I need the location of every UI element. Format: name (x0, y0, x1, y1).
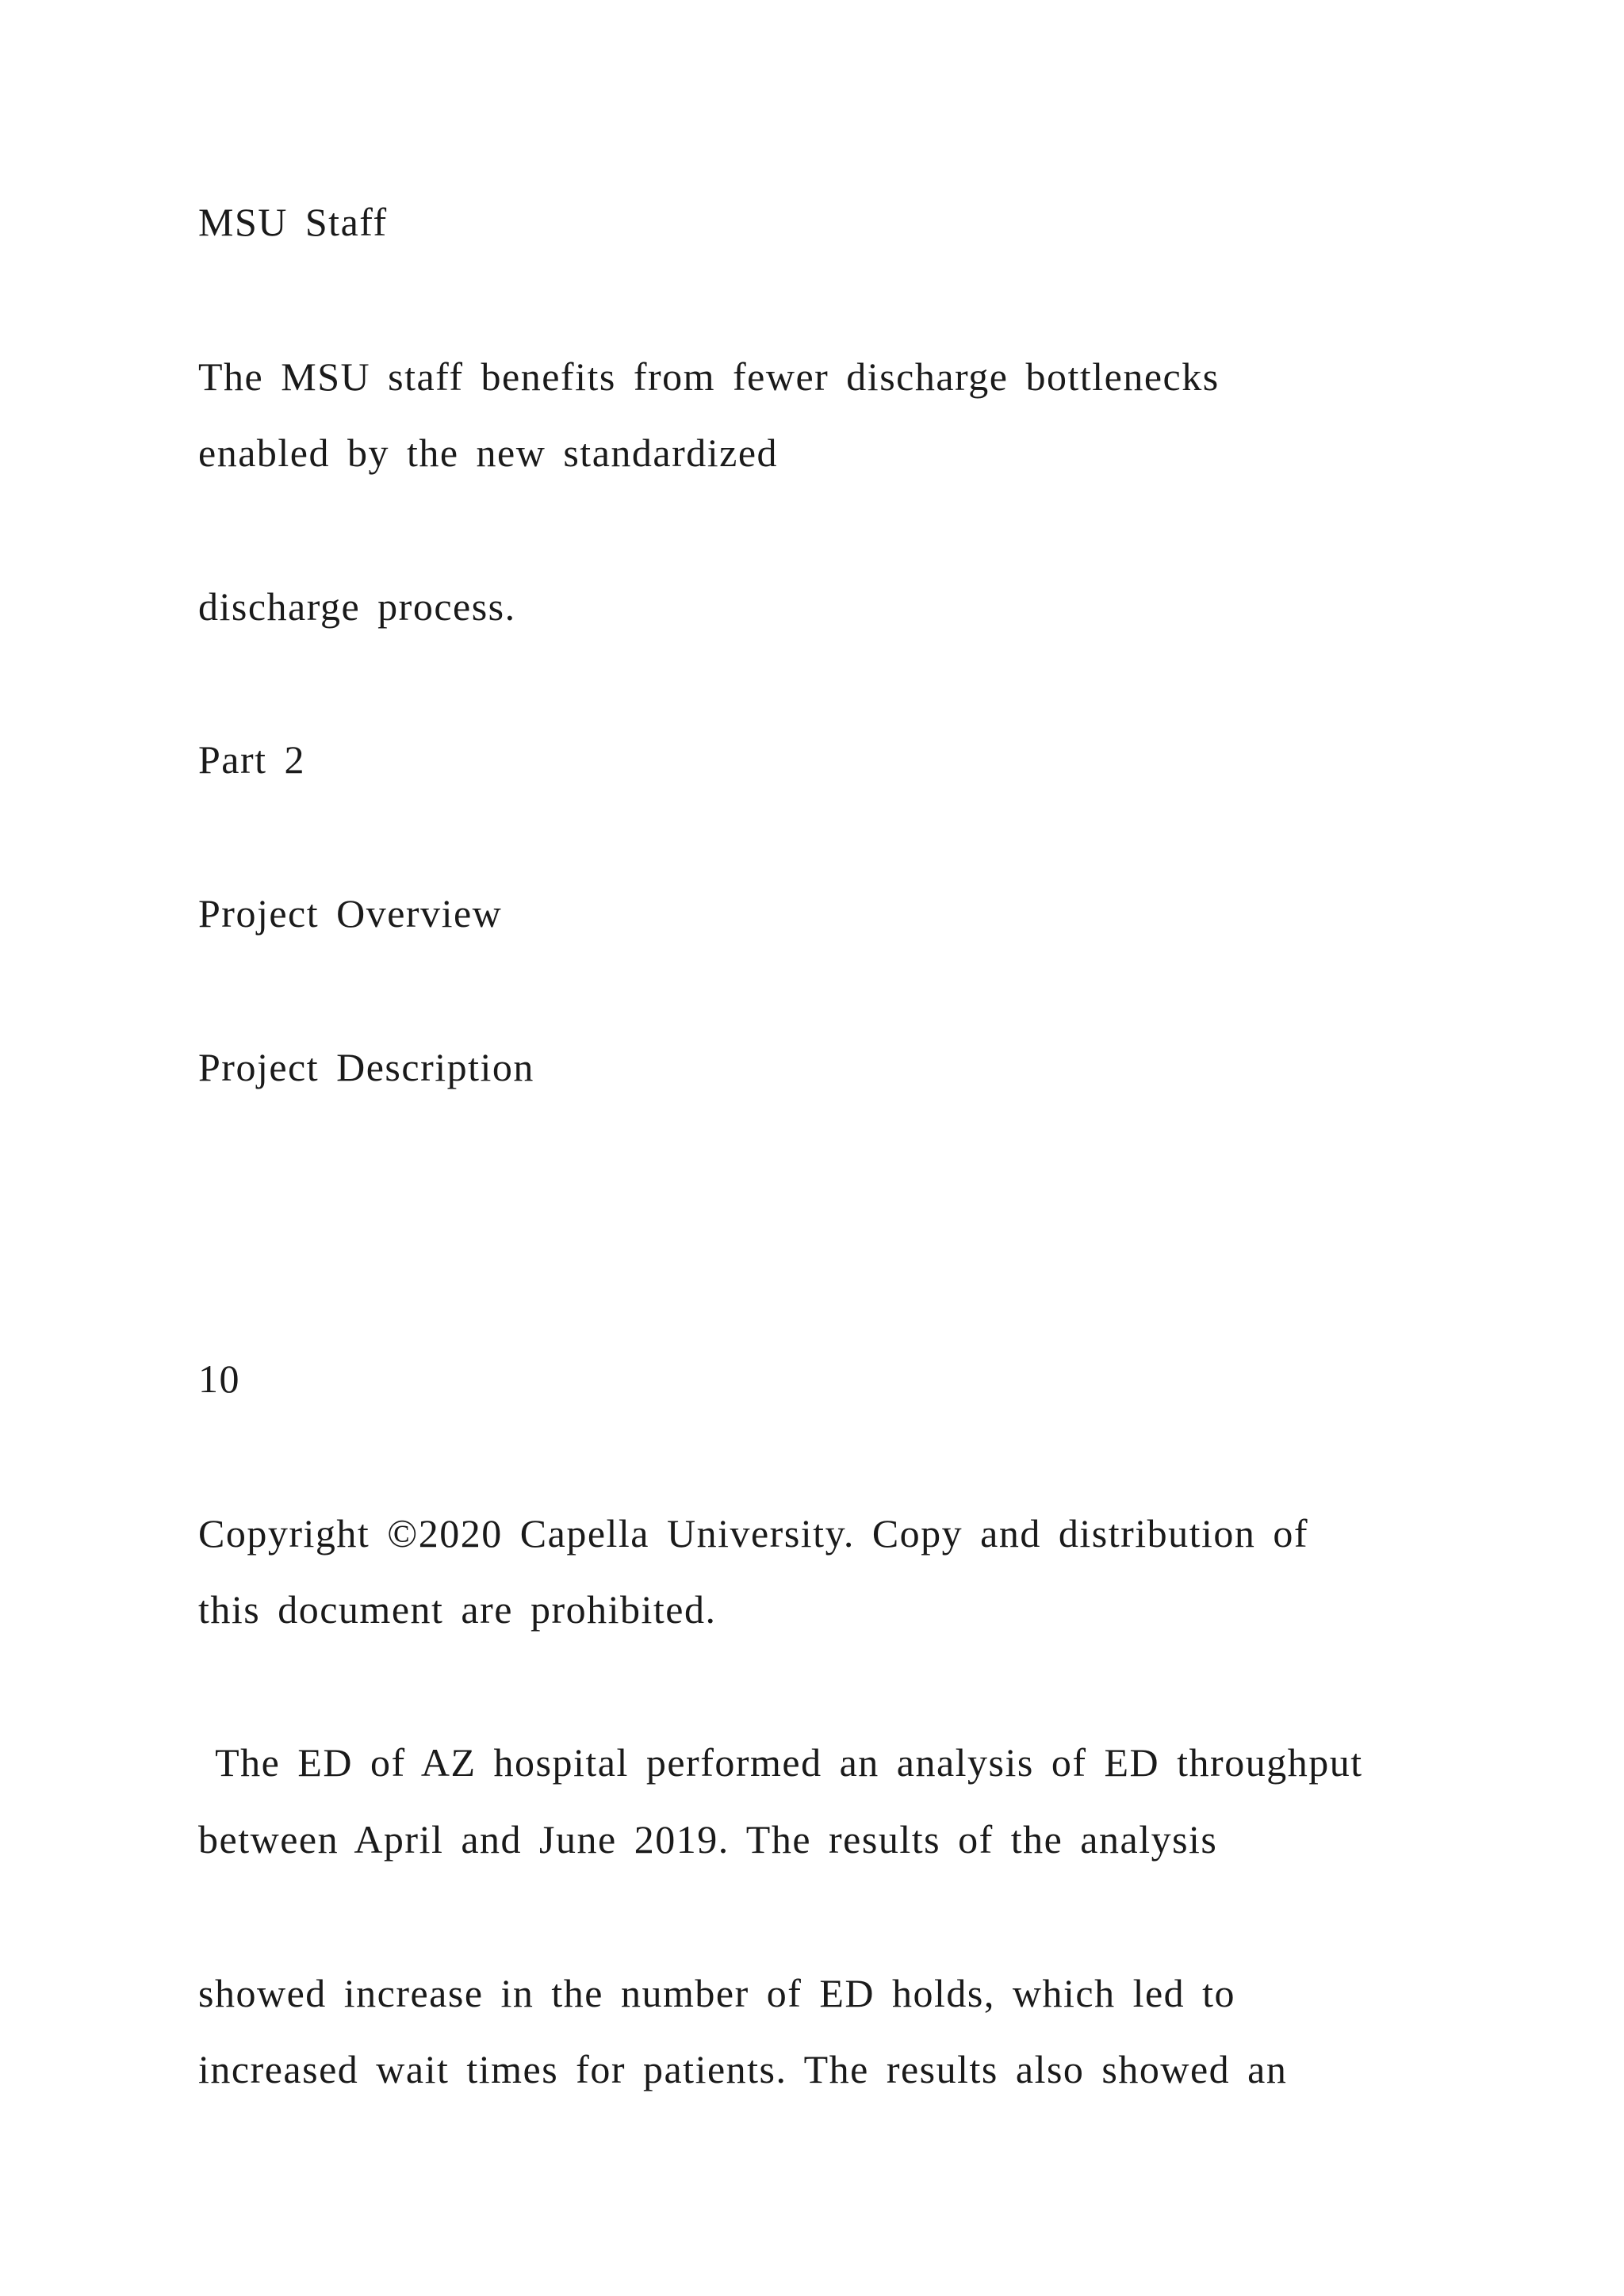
paragraph-line: The ED of AZ hospital performed an analysis of ED throughput (198, 1740, 1363, 1785)
page-number: 10 (198, 1357, 240, 1401)
project-overview-heading: Project Overview (198, 891, 503, 936)
part-heading: Part 2 (198, 737, 306, 782)
paragraph-line: discharge process. (198, 584, 516, 629)
paragraph-line: increased wait times for patients. The results also showed an (198, 2047, 1288, 2091)
copyright-line: this document are prohibited. (198, 1587, 717, 1632)
paragraph-line: between April and June 2019. The results of the analysis (198, 1817, 1218, 1862)
copyright-line: Copyright ©2020 Capella University. Copy and distribution of (198, 1511, 1309, 1556)
paragraph-line: The MSU staff benefits from fewer discharge bottlenecks (198, 354, 1220, 399)
paragraph-line: showed increase in the number of ED holds, which led to (198, 1971, 1236, 2015)
project-description-heading: Project Description (198, 1045, 534, 1089)
msu-staff-heading: MSU Staff (198, 200, 388, 244)
paragraph-line: enabled by the new standardized (198, 430, 779, 475)
